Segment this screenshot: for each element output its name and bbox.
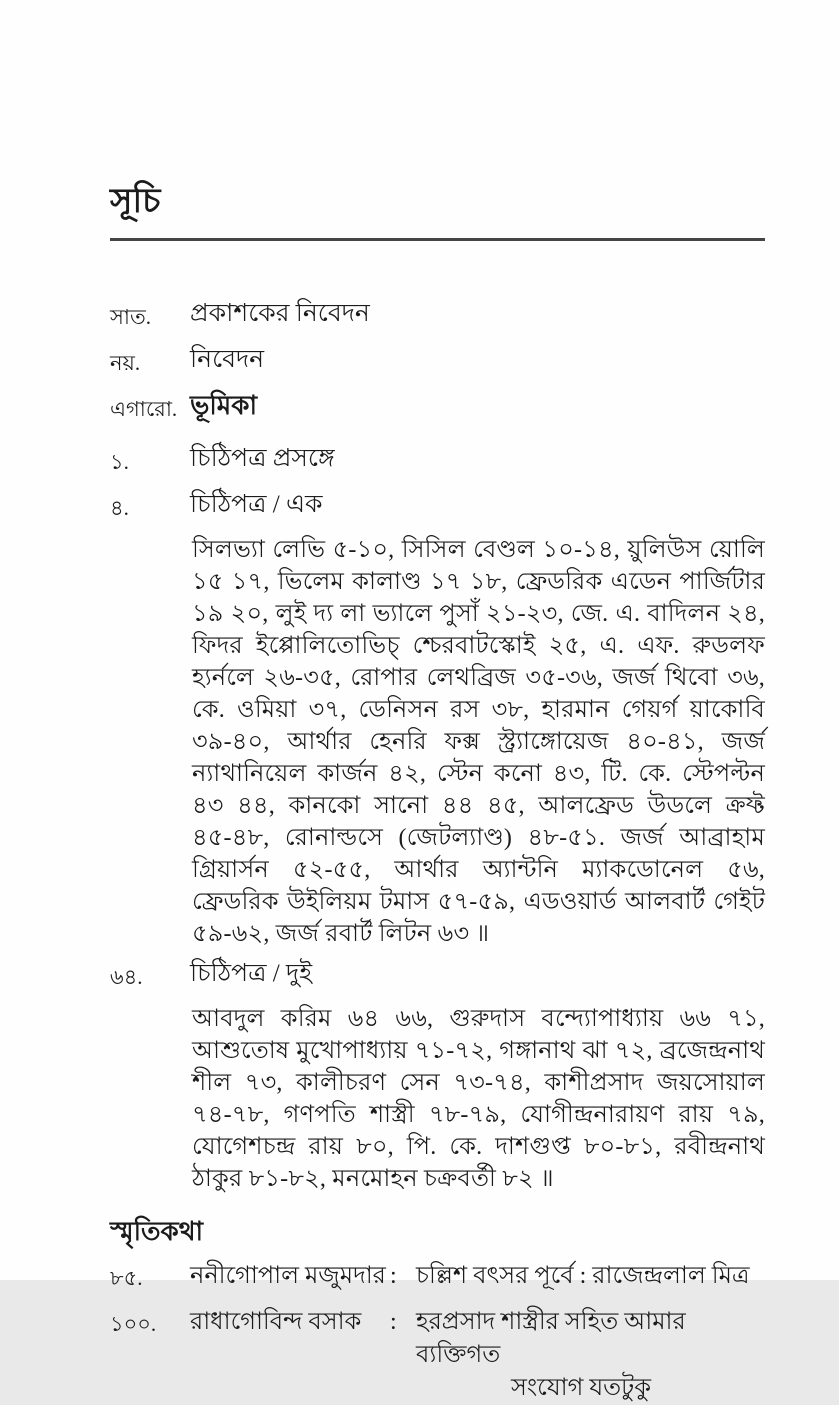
- memoir-title: [416, 1306, 765, 1405]
- toc-entry-row: [110, 488, 765, 525]
- entry-page-number: ১.: [110, 450, 129, 474]
- memoir-separator: :: [390, 1309, 397, 1335]
- toc-entry-row: [110, 957, 765, 994]
- memoir-title-line: হরপ্রসাদ শাস্ত্রীর সহিত আমার ব্যক্তিগত: [416, 1309, 686, 1368]
- entry-label: নিবেদন: [190, 346, 265, 373]
- memoir-separator: :: [390, 1263, 397, 1289]
- entry-page-number: নয়.: [110, 351, 141, 375]
- entry-label: চিঠিপত্র / দুই: [190, 960, 313, 987]
- memoir-list: [110, 1260, 765, 1405]
- entry-label: প্রকাশকের নিবেদন: [190, 300, 370, 327]
- memoir-row: [110, 1260, 765, 1295]
- front-matter-row: [110, 343, 765, 380]
- front-matter-list: [110, 297, 765, 426]
- entry-label: ভূমিকা: [190, 391, 257, 420]
- toc-entry-list: [110, 442, 765, 1195]
- memoir-section-heading: স্মৃতিকথা: [110, 1217, 204, 1246]
- memoir-author: রাধাগোবিন্দ বসাক: [190, 1309, 362, 1335]
- entry-page-number: ১০০.: [110, 1312, 157, 1336]
- memoir-row: [110, 1306, 765, 1405]
- entry-page-number: ৮৫.: [110, 1266, 143, 1290]
- entry-page-number: সাত.: [110, 305, 151, 329]
- title-divider: [110, 238, 765, 241]
- memoir-title-line: চল্লিশ বৎসর পূর্বে : রাজেন্দ্রলাল মিত্র: [416, 1263, 750, 1289]
- entry-label: চিঠিপত্র প্রসঙ্গে: [190, 445, 335, 472]
- toc-entry-row: [110, 442, 765, 479]
- entry-page-number: ৪.: [110, 496, 129, 520]
- entry-page-number: এগারো.: [110, 397, 178, 421]
- entry-page-number: ৬৪.: [110, 965, 143, 989]
- page-title: সূচি: [110, 183, 161, 220]
- front-matter-row: [110, 297, 765, 334]
- memoir-title-line: সংযোগ যতটুকু: [511, 1375, 652, 1401]
- entry-label: চিঠিপত্র / এক: [190, 491, 323, 518]
- memoir-author: ননীগোপাল মজুমদার: [190, 1263, 386, 1289]
- entry-detail-paragraph: আবদুল করিম ৬৪ ৬৬, গুরুদাস বন্দ্যোপাধ্যায় ৬৬ ৭১, আশুতোষ মুখোপাধ্যায় ৭১-৭২, গঙ্গানাথ ঝা ৭২, ব্রজেন্দ্রনাথ শীল ৭৩, কালীচরণ সেন ৭৩-৭৪, কাশীপ্রসাদ জয়সোয়াল ৭৪-৭৮, গণপতি শাস্ত্রী ৭৮-৭৯, যোগীন্দ্রনারায়ণ রায় ৭৯, যোগেশচন্দ্র রায় ৮০, পি. কে. দাশগুপ্ত ৮০-৮১, রবীন্দ্রনাথ ঠাকুর ৮১-৮২, মনমোহন চক্রবর্তী ৮২ ॥: [192, 1006, 765, 1192]
- memoir-title: [416, 1260, 765, 1295]
- entry-detail-paragraph: সিলভ্যা লেভি ৫-১০, সিসিল বেণ্ডল ১০-১৪, য়ুলিউস য়োলি ১৫ ১৭, ভিলেম কালাণ্ড ১৭ ১৮, ফ্রেডরিক এডেন পার্জিটার ১৯ ২০, লুই দ্য লা ভ্যালে পুসাঁ ২১-২৩, জে. এ. বাদিলন ২৪, ফিদর ইপ্পোলিতোভিচ্ শ্চেরবাটস্কোই ২৫, এ. এফ. রুডলফ হ্যর্নলে ২৬-৩৫, রোপার লেথব্রিজ ৩৫-৩৬, জর্জ থিবো ৩৬, কে. ওমিয়া ৩৭, ডেনিসন রস ৩৮, হারমান গেয়র্গ য়াকোবি ৩৯-৪০, আর্থার হেনরি ফক্স স্ট্র্যাঙ্গোয়েজ ৪০-৪১, জর্জ ন্যাথানিয়েল কার্জন ৪২, স্টেন কনো ৪৩, টি. কে. স্টেপল্টন ৪৩ ৪৪, কানকো সানো ৪৪ ৪৫, আলফ্রেড উডলে ক্রফ্ট ৪৫-৪৮, রোনাল্ডসে (জেটল্যাণ্ড) ৪৮-৫১. জর্জ আব্রাহাম গ্রিয়ার্সন ৫২-৫৫, আর্থার অ্যান্টনি ম্যাকডোনেল ৫৬, ফ্রেডরিক উইলিয়ম টমাস ৫৭-৫৯, এডওয়ার্ড আলবার্ট গেইট ৫৯-৬২, জর্জ রবার্ট লিটন ৬৩ ॥: [192, 537, 765, 947]
- front-matter-row: [110, 389, 765, 426]
